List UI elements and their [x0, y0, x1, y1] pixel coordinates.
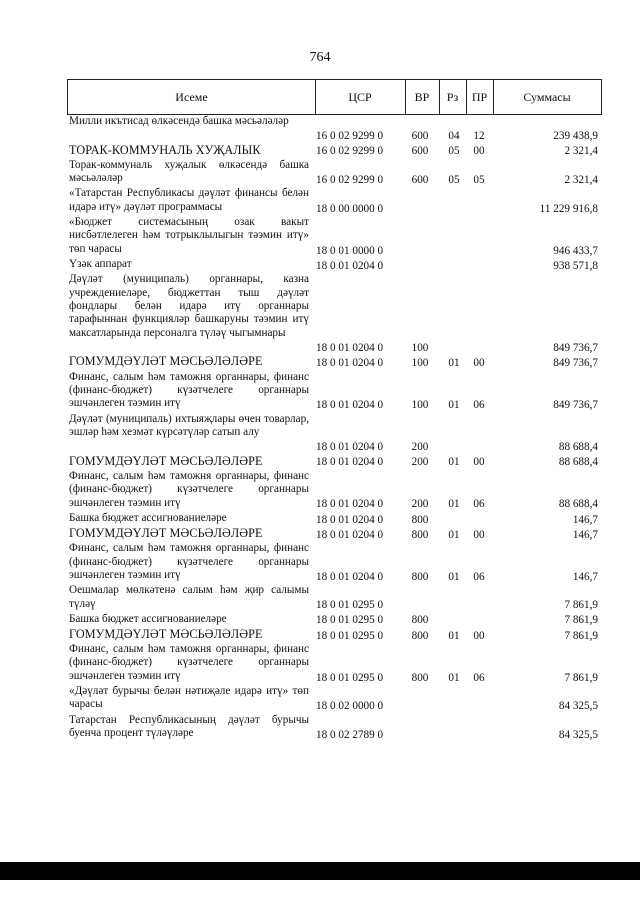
row-vr: 200	[411, 498, 429, 511]
row-vr: 800	[411, 528, 429, 541]
row-vr: 600	[411, 130, 429, 143]
row-name: ГОМУМДӘҮЛӘТ МӘСЬӘЛӘЛӘРЕ	[69, 626, 263, 641]
row-name: Финанс, салым һәм таможня органнары, финанс (финанс-бюджет) күзәтчелеге органнары эшчәнлеген тәэмин итү	[69, 370, 309, 410]
row-sum: 84 325,5	[558, 728, 598, 741]
table-row	[67, 527, 602, 542]
row-name: ГОМУМДӘҮЛӘТ МӘСЬӘЛӘЛӘРЕ	[69, 354, 263, 369]
row-sum: 849 736,7	[553, 341, 598, 354]
row-csr: 18 0 01 0295 0	[316, 629, 384, 642]
row-sum: 88 688,4	[558, 441, 598, 454]
row-pr: 00	[473, 629, 485, 642]
row-rz: 01	[448, 570, 460, 583]
table-row	[67, 714, 602, 743]
row-rz: 04	[448, 130, 460, 143]
row-vr: 100	[411, 399, 429, 412]
row-csr: 18 0 01 0204 0	[316, 513, 384, 526]
row-csr: 18 0 00 0000 0	[316, 202, 384, 215]
row-pr: 06	[473, 498, 485, 511]
page-number: 764	[309, 50, 331, 65]
row-csr: 16 0 02 9299 0	[316, 130, 384, 143]
row-sum: 146,7	[572, 528, 598, 541]
table-row	[67, 115, 602, 144]
table-row	[67, 512, 602, 527]
row-rz: 01	[448, 498, 460, 511]
table-row	[67, 685, 602, 714]
row-vr: 800	[411, 629, 429, 642]
row-name: Башка бюджет ассигнованиеләре	[69, 612, 227, 625]
row-sum: 2 321,4	[564, 145, 598, 158]
row-rz: 05	[448, 145, 460, 158]
row-rz: 01	[448, 629, 460, 642]
table-row	[67, 187, 602, 216]
table-row	[67, 144, 602, 159]
row-vr: 800	[411, 513, 429, 526]
header-rz: Рз	[446, 90, 459, 104]
table-row	[67, 216, 602, 258]
row-name: ТОРАК-КОММУНАЛЬ ХУҖАЛЫК	[69, 142, 261, 157]
row-sum: 11 229 916,8	[539, 202, 598, 215]
row-sum: 7 861,9	[564, 671, 598, 684]
row-csr: 18 0 02 0000 0	[316, 700, 384, 713]
row-name: Финанс, салым һәм таможня органнары, финанс (финанс-бюджет) күзәтчелеге органнары эшчәнлеген тәэмин итү	[69, 643, 309, 682]
table-row	[67, 643, 602, 685]
table-row	[67, 258, 602, 273]
row-csr: 16 0 02 9299 0	[316, 145, 384, 158]
header-sum: Суммасы	[523, 90, 571, 104]
table-row	[67, 613, 602, 628]
row-csr: 18 0 01 0204 0	[316, 259, 384, 272]
row-csr: 18 0 02 2789 0	[316, 728, 384, 741]
row-sum: 146,7	[572, 513, 598, 526]
header-vr: ВР	[414, 90, 430, 104]
header-pr: ПР	[471, 90, 488, 104]
row-rz: 01	[448, 399, 460, 412]
row-name: «Бюджет системасының озак вакыт нисбәтлелеген һәм тотрыклылыгын тәэмин итү» төп чарасы	[69, 215, 309, 255]
row-name: Оешмалар мөлкәтенә салым һәм җир салымы түләү	[69, 584, 309, 610]
budget-table	[67, 79, 602, 742]
row-sum: 849 736,7	[553, 399, 598, 412]
row-csr: 18 0 01 0204 0	[316, 570, 384, 583]
table-row	[67, 455, 602, 470]
row-name: Финанс, салым һәм таможня органнары, финанс (финанс-бюджет) күзәтчелеге органнары эшчәнлеген тәэмин итү	[69, 542, 309, 581]
row-pr: 00	[473, 357, 485, 370]
table-body	[67, 115, 602, 742]
row-csr: 18 0 01 0295 0	[316, 671, 384, 684]
row-sum: 7 861,9	[564, 629, 598, 642]
row-pr: 00	[473, 528, 485, 541]
row-csr: 18 0 01 0204 0	[316, 399, 384, 412]
header-csr: ЦСР	[348, 90, 372, 104]
row-sum: 2 321,4	[564, 173, 598, 186]
row-sum: 239 438,9	[553, 130, 598, 143]
row-name: Дәүләт (муниципаль) ихтыяҗлары өчен товарлар, эшләр һәм хезмәт күрсәтүләр сатып алу	[69, 412, 309, 438]
row-rz: 01	[448, 528, 460, 541]
table-row	[67, 273, 602, 355]
row-csr: 18 0 01 0000 0	[316, 244, 384, 257]
row-name: «Дәүләт бурычы белән нәтиҗәле идарә итү» төп чарасы	[69, 685, 309, 711]
row-sum: 938 571,8	[553, 259, 598, 272]
row-pr: 06	[473, 671, 485, 684]
row-csr: 18 0 01 0204 0	[316, 341, 384, 354]
row-vr: 800	[411, 614, 429, 627]
row-rz: 01	[448, 357, 460, 370]
row-name: Финанс, салым һәм таможня органнары, финанс (финанс-бюджет) күзәтчелеге органнары эшчәнлеген тәэмин итү	[69, 469, 309, 509]
row-pr: 00	[473, 145, 485, 158]
row-vr: 800	[411, 671, 429, 684]
table-row	[67, 413, 602, 455]
row-csr: 18 0 01 0204 0	[316, 441, 384, 454]
row-name: Үзәк аппарат	[69, 257, 132, 270]
table-row	[67, 628, 602, 643]
row-sum: 84 325,5	[558, 700, 598, 713]
row-vr: 100	[411, 341, 429, 354]
row-csr: 18 0 01 0204 0	[316, 498, 384, 511]
row-csr: 16 0 02 9299 0	[316, 173, 384, 186]
row-pr: 05	[473, 173, 485, 186]
row-pr: 12	[473, 130, 485, 143]
row-csr: 18 0 01 0204 0	[316, 528, 384, 541]
table-header	[67, 79, 602, 115]
row-sum: 849 736,7	[553, 357, 598, 370]
table-row	[67, 542, 602, 584]
row-pr: 06	[473, 570, 485, 583]
row-csr: 18 0 01 0295 0	[316, 599, 384, 612]
row-name: ГОМУМДӘҮЛӘТ МӘСЬӘЛӘЛӘРЕ	[69, 453, 263, 468]
table-row	[67, 159, 602, 188]
table-row	[67, 584, 602, 613]
row-name: ГОМУМДӘҮЛӘТ МӘСЬӘЛӘЛӘРЕ	[69, 525, 263, 540]
table-row	[67, 355, 602, 370]
row-vr: 200	[411, 441, 429, 454]
table-row	[67, 371, 602, 413]
row-csr: 18 0 01 0204 0	[316, 456, 384, 469]
row-name: Милли икътисад өлкәсендә башка мәсьәләләр	[69, 115, 289, 127]
scan-border-bar	[0, 862, 640, 880]
row-sum: 146,7	[572, 570, 598, 583]
row-vr: 200	[411, 456, 429, 469]
row-pr: 00	[473, 456, 485, 469]
row-vr: 600	[411, 145, 429, 158]
row-vr: 100	[411, 357, 429, 370]
header-name: Исеме	[175, 90, 208, 104]
row-name: «Татарстан Республикасы дәүләт финансы белән идарә итү» дәүләт программасы	[69, 187, 309, 213]
row-csr: 18 0 01 0204 0	[316, 357, 384, 370]
row-vr: 600	[411, 173, 429, 186]
row-sum: 88 688,4	[558, 498, 598, 511]
row-name: Башка бюджет ассигнованиеләре	[69, 511, 227, 524]
table-row	[67, 470, 602, 512]
row-sum: 946 433,7	[553, 244, 598, 257]
row-csr: 18 0 01 0295 0	[316, 614, 384, 627]
row-name: Татарстан Республикасының дәүләт бурычы буенча процент түләүләре	[69, 713, 309, 740]
row-sum: 88 688,4	[558, 456, 598, 469]
row-rz: 01	[448, 456, 460, 469]
row-rz: 01	[448, 671, 460, 684]
row-name: Дәүләт (муниципаль) органнары, казна учреждениеләре, бюджеттан тыш дәүләт фондлары белән идарә итү органнары тарафыннан функцияләр башкаруны тәэмин итү максатларында персоналга түләү чыгымнары	[69, 273, 309, 339]
row-name: Торак-коммуналь хуҗалык өлкәсендә башка мәсьәләләр	[69, 158, 309, 185]
row-rz: 05	[448, 173, 460, 186]
row-vr: 800	[411, 570, 429, 583]
row-pr: 06	[473, 399, 485, 412]
row-sum: 7 861,9	[564, 614, 598, 627]
row-sum: 7 861,9	[564, 599, 598, 612]
